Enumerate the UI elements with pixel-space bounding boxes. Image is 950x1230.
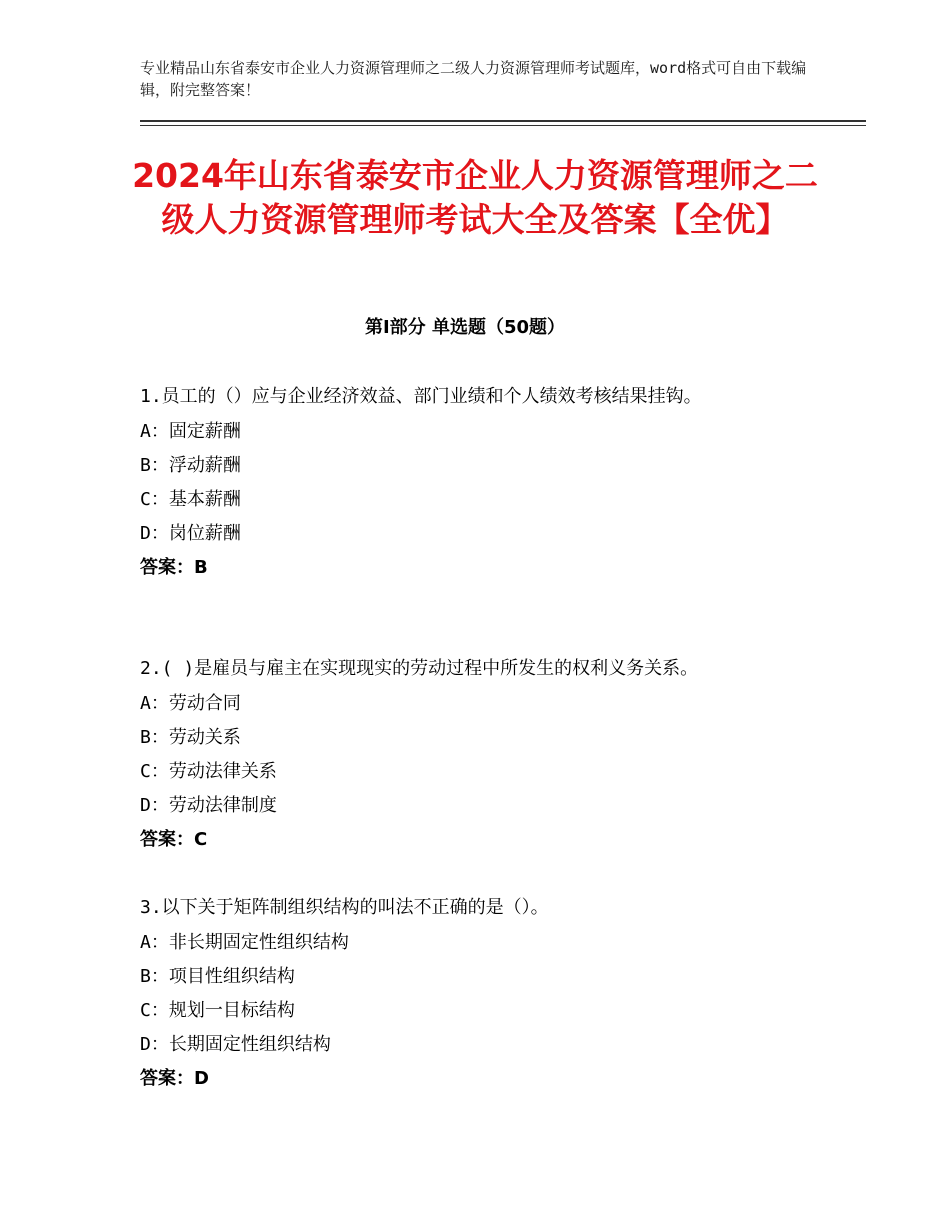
answer: 答案：D [140,1068,209,1089]
document-title: 2024年山东省泰安市企业人力资源管理师之二级人力资源管理师考试大全及答案【全优】 [132,156,818,239]
option-d: D：劳动法律制度 [140,795,277,816]
options-list [140,687,800,823]
question-2 [140,654,800,857]
answer: 答案：B [140,557,208,578]
answer: 答案：C [140,829,208,850]
question-stem: 1.员工的（）应与企业经济效益、部门业绩和个人绩效考核结果挂钩。 [140,386,702,407]
header-note: 专业精品山东省泰安市企业人力资源管理师之二级人力资源管理师考试题库，word格式可自由下载编辑，附完整答案！ [140,59,807,99]
option-b: B：项目性组织结构 [140,966,295,987]
options-list [140,926,800,1062]
option-d: D：长期固定性组织结构 [140,1034,331,1055]
question-1 [140,382,800,585]
option-c: C：基本薪酬 [140,489,241,510]
option-a: A：固定薪酬 [140,421,241,442]
option-a: A：非长期固定性组织结构 [140,932,349,953]
option-a: A：劳动合同 [140,693,241,714]
question-stem: 3.以下关于矩阵制组织结构的叫法不正确的是（）。 [140,897,549,918]
option-b: B：劳动关系 [140,727,241,748]
options-list [140,415,800,551]
option-b: B：浮动薪酬 [140,455,241,476]
option-c: C：劳动法律关系 [140,761,277,782]
question-3 [140,893,800,1096]
option-d: D：岗位薪酬 [140,523,241,544]
option-c: C：规划一目标结构 [140,1000,295,1021]
header-divider-thick [140,120,866,122]
question-stem: 2.( )是雇员与雇主在实现现实的劳动过程中所发生的权利义务关系。 [140,658,699,679]
header-divider-thin [140,125,866,126]
section-title: 第Ⅰ部分 单选题（50题） [364,317,565,338]
